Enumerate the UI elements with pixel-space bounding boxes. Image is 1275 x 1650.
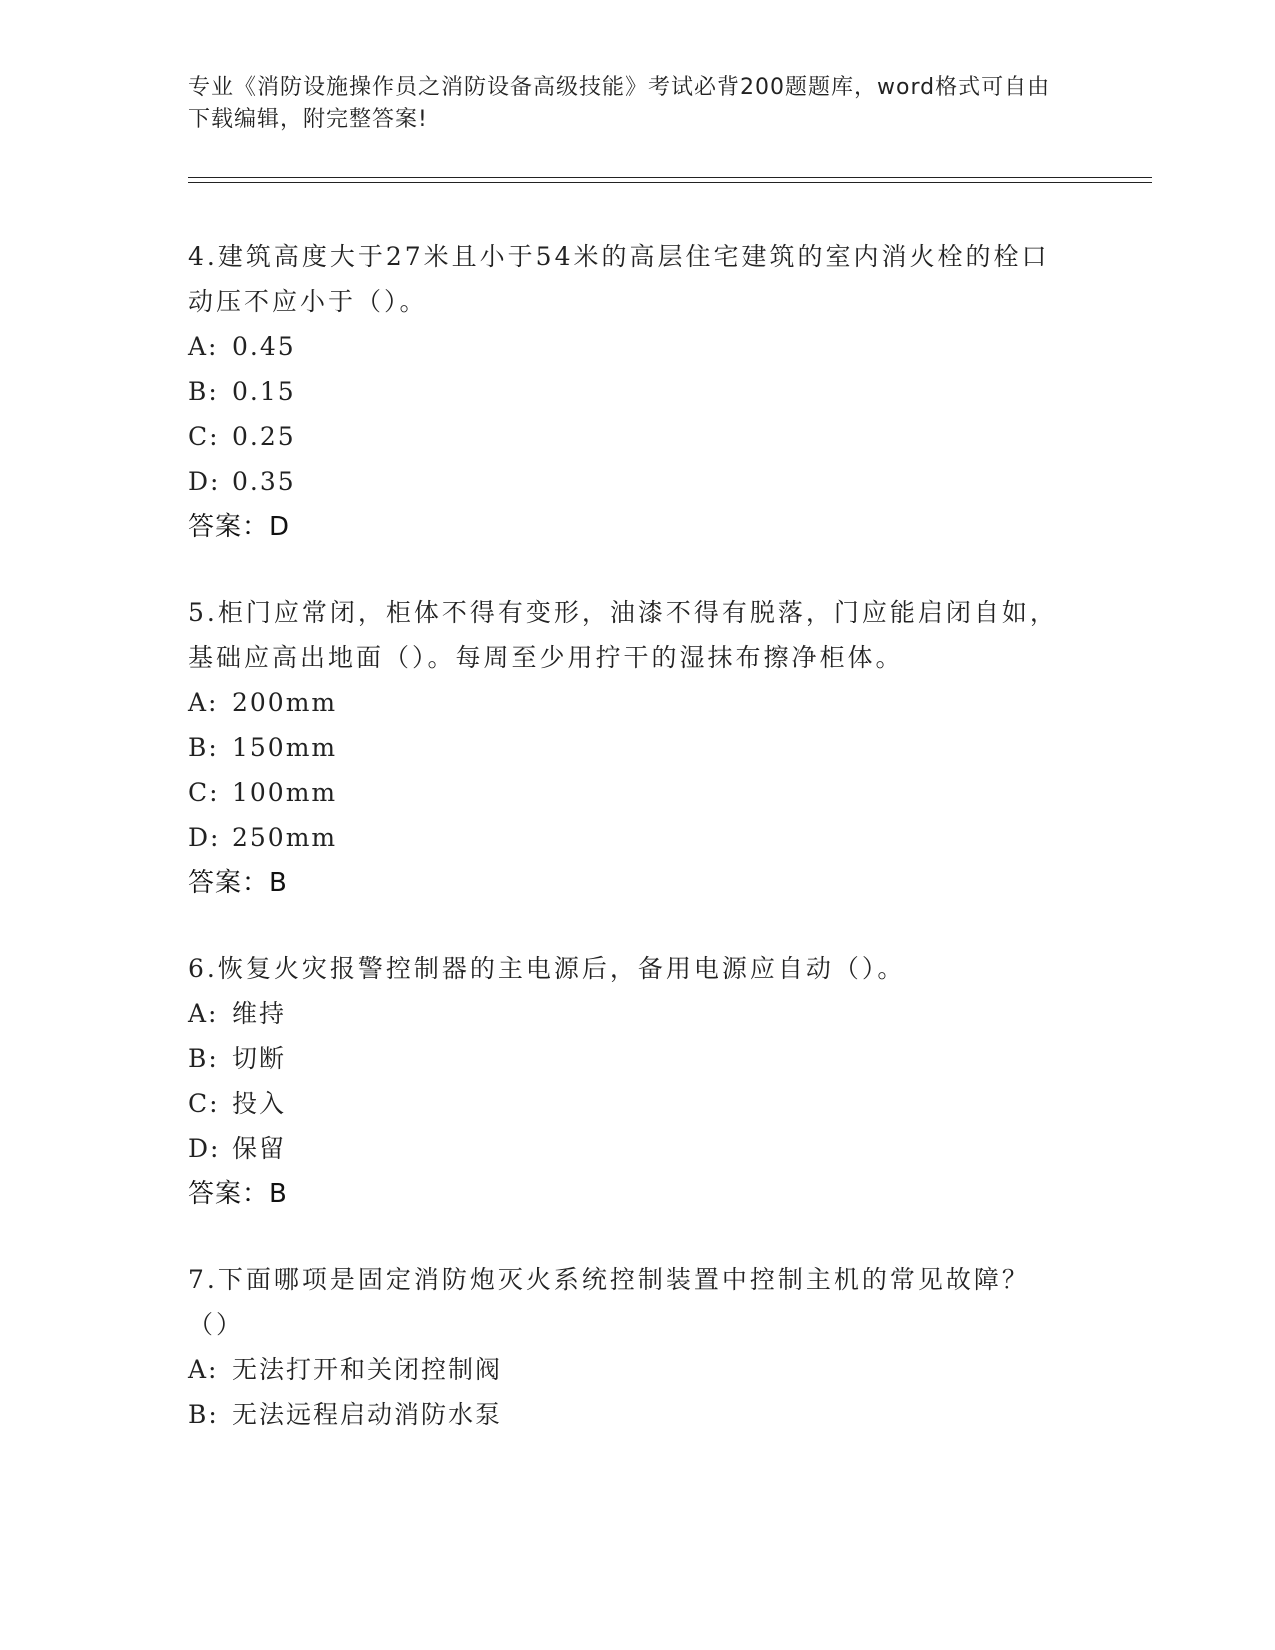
option-text: 无法打开和关闭控制阀 (232, 1355, 503, 1384)
option-key: C: (188, 422, 220, 451)
option-key: B: (188, 733, 219, 762)
option-b (188, 1392, 1068, 1437)
question-stem: 7.下面哪项是固定消防炮灭火系统控制装置中控制主机的常见故障？（） (188, 1265, 1030, 1339)
option-key: A: (188, 1355, 219, 1384)
option-b (188, 369, 1068, 414)
option-key: C: (188, 778, 220, 807)
option-a (188, 324, 1068, 369)
option-text: 200mm (232, 688, 338, 717)
option-key: C: (188, 1089, 220, 1118)
option-text: 0.15 (232, 377, 296, 406)
option-text: 0.35 (232, 467, 296, 496)
header-divider-top (188, 177, 1152, 178)
question-6 (188, 946, 1068, 1217)
option-text: 0.25 (232, 422, 296, 451)
option-text: 250mm (232, 823, 338, 852)
option-key: B: (188, 1044, 219, 1073)
option-c (188, 770, 1068, 815)
option-a (188, 1347, 1068, 1392)
document-header: 专业《消防设施操作员之消防设备高级技能》考试必背200题题库，word格式可自由下载编辑，附完整答案! (188, 75, 1051, 132)
option-text: 切断 (232, 1044, 287, 1073)
answer-line: 答案：B (188, 1179, 288, 1209)
option-c (188, 414, 1068, 459)
question-7 (188, 1257, 1068, 1437)
answer-line: 答案：B (188, 868, 288, 898)
option-d (188, 1126, 1068, 1171)
option-text: 维持 (232, 999, 287, 1028)
question-stem: 6.恢复火灾报警控制器的主电源后，备用电源应自动（）。 (188, 954, 906, 983)
option-key: B: (188, 1400, 219, 1429)
option-key: A: (188, 999, 219, 1028)
header-divider-bottom (188, 182, 1152, 183)
option-key: D: (188, 467, 221, 496)
answer-line: 答案：D (188, 512, 291, 542)
option-d (188, 459, 1068, 504)
option-key: A: (188, 688, 219, 717)
option-c (188, 1081, 1068, 1126)
option-text: 投入 (232, 1089, 287, 1118)
option-text: 0.45 (232, 332, 296, 361)
option-key: D: (188, 823, 221, 852)
option-text: 无法远程启动消防水泵 (232, 1400, 503, 1429)
question-5 (188, 590, 1068, 906)
option-b (188, 1036, 1068, 1081)
option-key: A: (188, 332, 219, 361)
option-text: 100mm (232, 778, 338, 807)
option-key: D: (188, 1134, 221, 1163)
option-a (188, 680, 1068, 725)
option-key: B: (188, 377, 219, 406)
question-list (188, 234, 1068, 1477)
question-4 (188, 234, 1068, 550)
option-text: 保留 (232, 1134, 287, 1163)
option-a (188, 991, 1068, 1036)
question-stem: 5.柜门应常闭，柜体不得有变形，油漆不得有脱落，门应能启闭自如，基础应高出地面（）。每周至少用拧干的湿抹布擦净柜体。 (188, 598, 1058, 672)
option-d (188, 815, 1068, 860)
option-b (188, 725, 1068, 770)
question-stem: 4.建筑高度大于27米且小于54米的高层住宅建筑的室内消火栓的栓口动压不应小于（）。 (188, 242, 1050, 316)
option-text: 150mm (232, 733, 338, 762)
